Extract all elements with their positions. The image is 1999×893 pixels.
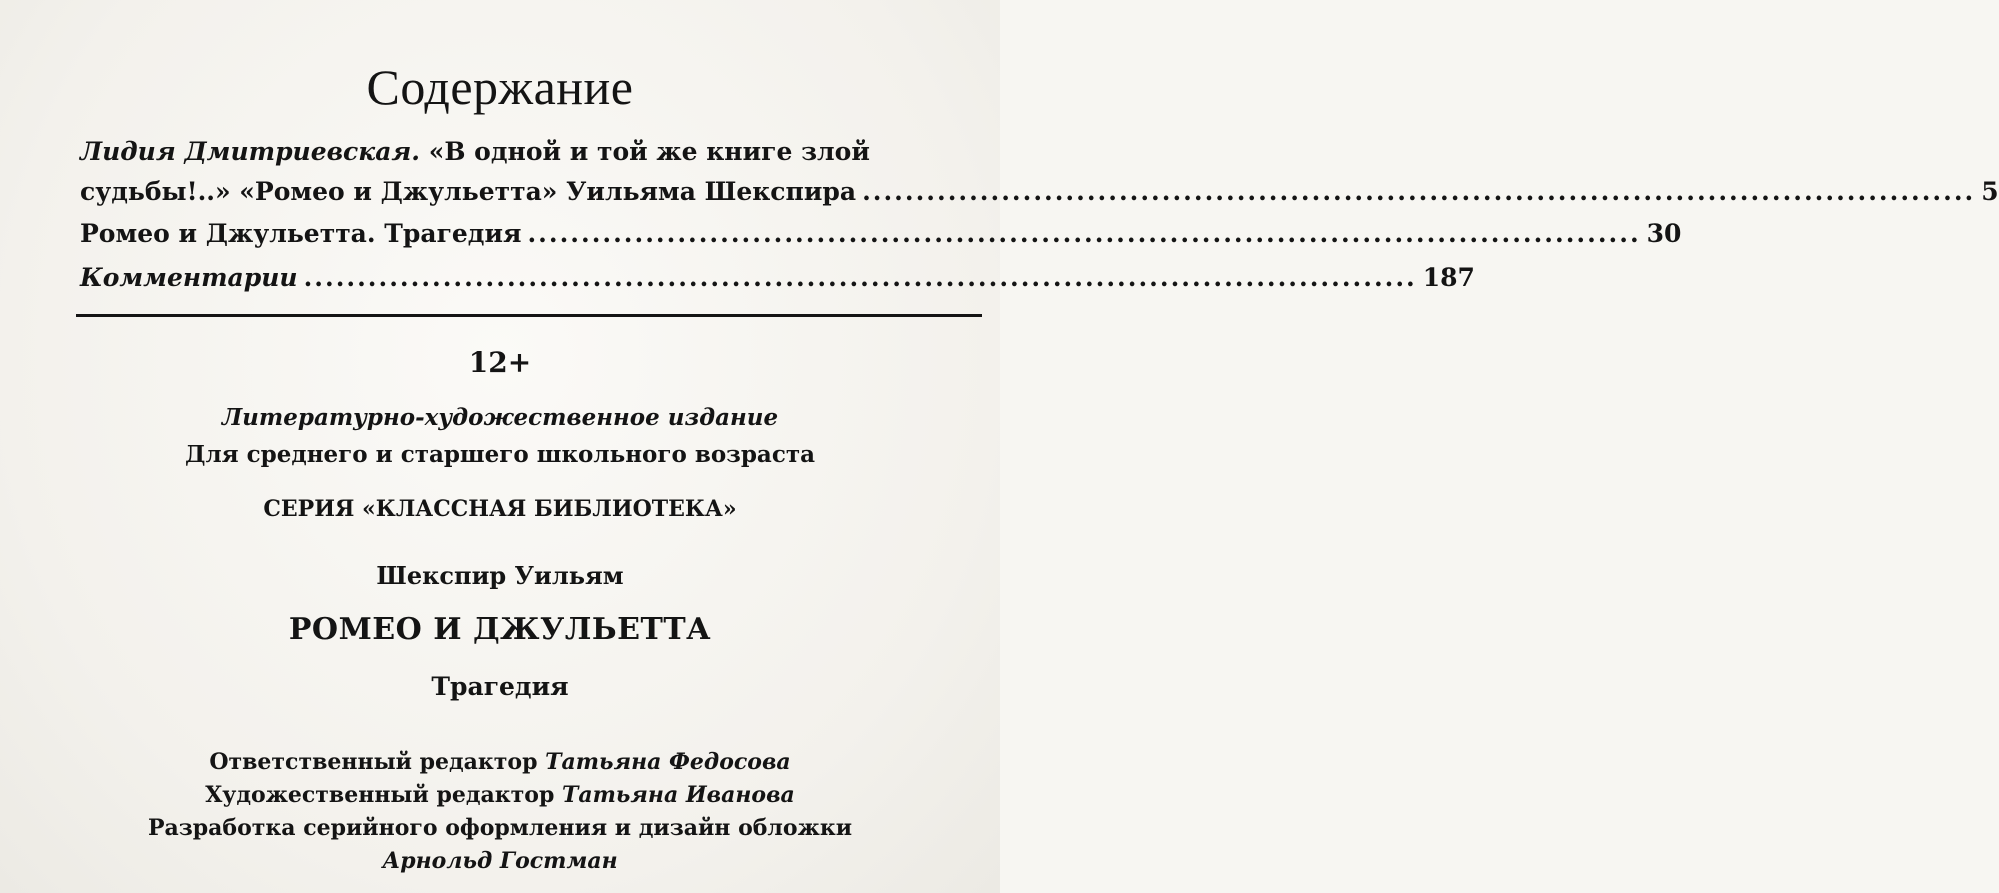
edition-type: Литературно-художественное издание xyxy=(221,404,779,431)
audience-note: Для среднего и старшего школьного возраста xyxy=(185,441,815,468)
book-title: РОМЕО И ДЖУЛЬЕТТА xyxy=(288,612,712,647)
credit-editor xyxy=(0,749,1000,775)
toc-entry-1-line-2 xyxy=(80,172,1999,212)
toc-entry-3 xyxy=(80,258,1475,298)
toc-entry-2 xyxy=(80,214,1682,254)
toc-entry-1-page: 5 xyxy=(1981,177,1999,206)
toc-entry-3-page: 187 xyxy=(1422,263,1475,292)
series-name: СЕРИЯ «КЛАССНАЯ БИБЛИОТЕКА» xyxy=(263,496,737,522)
credit-editor-name: Татьяна Федосова xyxy=(545,749,791,775)
credit-design-name xyxy=(0,848,1000,874)
age-rating: 12+ xyxy=(468,346,532,379)
credit-designer-name: Арнольд Гостман xyxy=(382,848,618,874)
credit-art-editor xyxy=(0,782,1000,808)
credit-design-role: Разработка серийного оформления и дизайн обложки xyxy=(147,815,853,841)
toc-entry-1-author: Лидия Дмитриевская. xyxy=(80,137,420,166)
book-genre: Трагедия xyxy=(431,672,569,701)
toc-entry-1-title-line-1: «В одной и той же книге злой xyxy=(428,137,870,166)
book-author: Шекспир Уильям xyxy=(376,561,624,590)
credit-art-editor-name: Татьяна Иванова xyxy=(562,782,795,808)
toc-entry-1-line-1 xyxy=(80,132,972,172)
toc-leader-dots: ........................................................................................................ xyxy=(303,263,1417,292)
page-title: Содержание xyxy=(366,59,634,115)
credit-editor-role: Ответственный редактор xyxy=(209,749,538,775)
toc-entry-3-title: Комментарии xyxy=(80,263,298,292)
divider-rule xyxy=(76,314,982,317)
toc-leader-dots: ........................................................................................................ xyxy=(862,177,1976,206)
toc-entry-2-page: 30 xyxy=(1646,219,1682,248)
toc-entry-1-title-line-2: судьбы!..» «Ромео и Джульетта» Уильяма Шекспира xyxy=(80,177,857,206)
toc-leader-dots: ........................................................................................................ xyxy=(527,219,1641,248)
toc-entry-2-title: Ромео и Джульетта. Трагедия xyxy=(80,219,522,248)
credit-art-editor-role: Художественный редактор xyxy=(205,782,555,808)
